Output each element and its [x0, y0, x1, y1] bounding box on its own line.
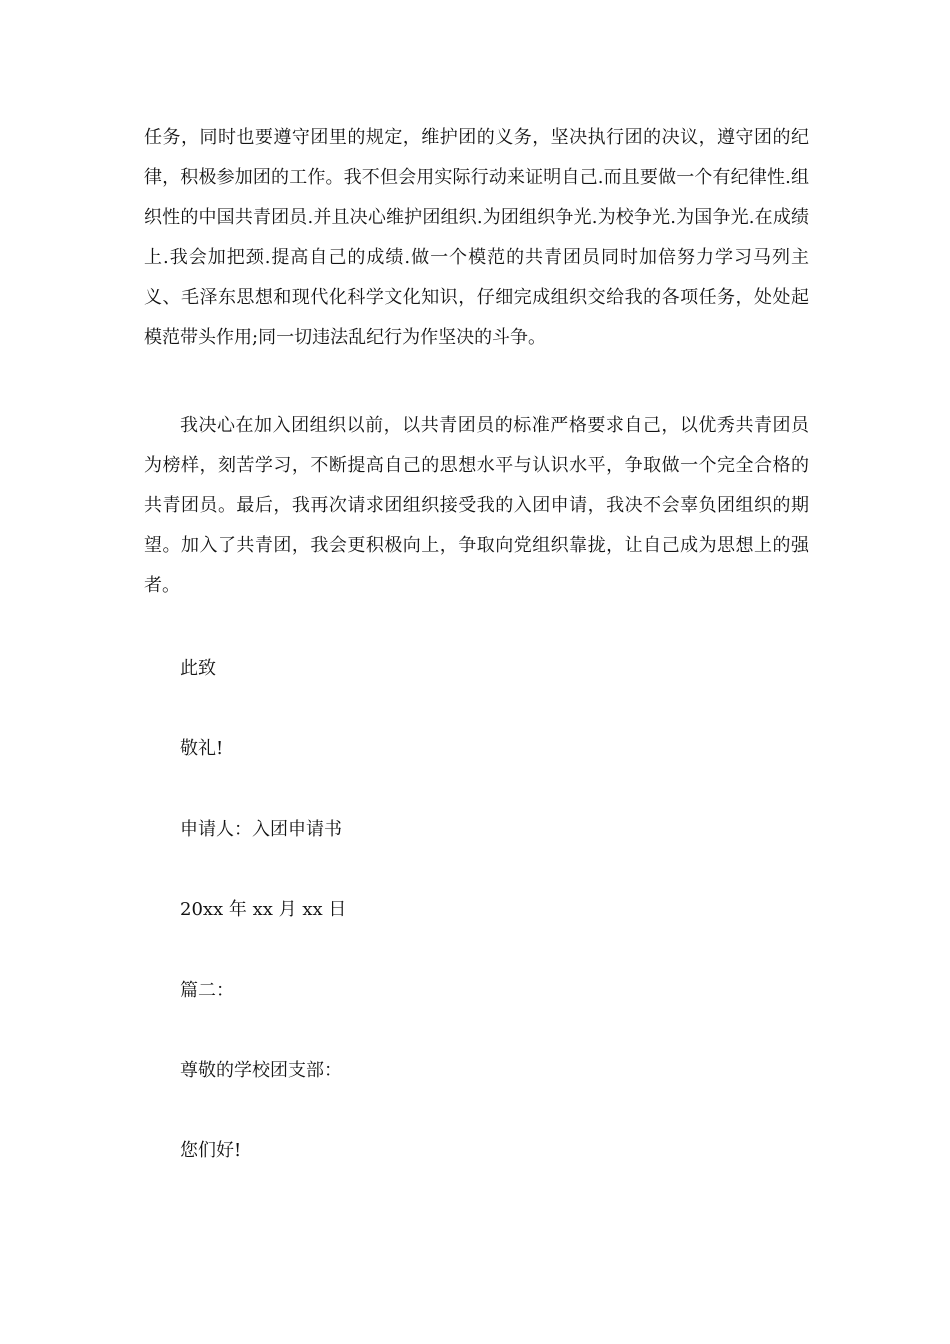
- body-paragraph-2: 我决心在加入团组织以前，以共青团员的标准严格要求自己，以优秀共青团员为榜样，刻苦学习，不断提高自己的思想水平与认识水平，争取做一个完全合格的共青团员。最后，我再次请求团组织接受我的入团申请，我决不会辜负团组织的期望。加入了共青团，我会更积极向上，争取向党组织靠拢，让自己成为思想上的强者。: [144, 415, 809, 596]
- section-label: 篇二：: [180, 980, 234, 1001]
- closing-line: 此致: [180, 658, 216, 679]
- applicant-line: 申请人：入团申请书: [180, 819, 342, 840]
- regards-line: 敬礼!: [180, 738, 224, 759]
- salutation-line: 尊敬的学校团支部：: [180, 1060, 342, 1081]
- date-line: 20xx 年 xx 月 xx 日: [180, 899, 347, 920]
- greeting-line: 您们好!: [180, 1140, 242, 1161]
- body-paragraph-1: 任务，同时也要遵守团里的规定，维护团的义务，坚决执行团的决议，遵守团的纪律，积极参加团的工作。我不但会用实际行动来证明自己.而且要做一个有纪律性.组织性的中国共青团员.并且决心维护团组织.为团组织争光.为校争光.为国争光.在成绩上.我会加把颈.提高自己的成绩.做一个模范的共青团员同时加倍努力学习马列主义、毛泽东思想和现代化科学文化知识，仔细完成组织交给我的各项任务，处处起模范带头作用;同一切违法乱纪行为作坚决的斗争。: [144, 127, 809, 348]
